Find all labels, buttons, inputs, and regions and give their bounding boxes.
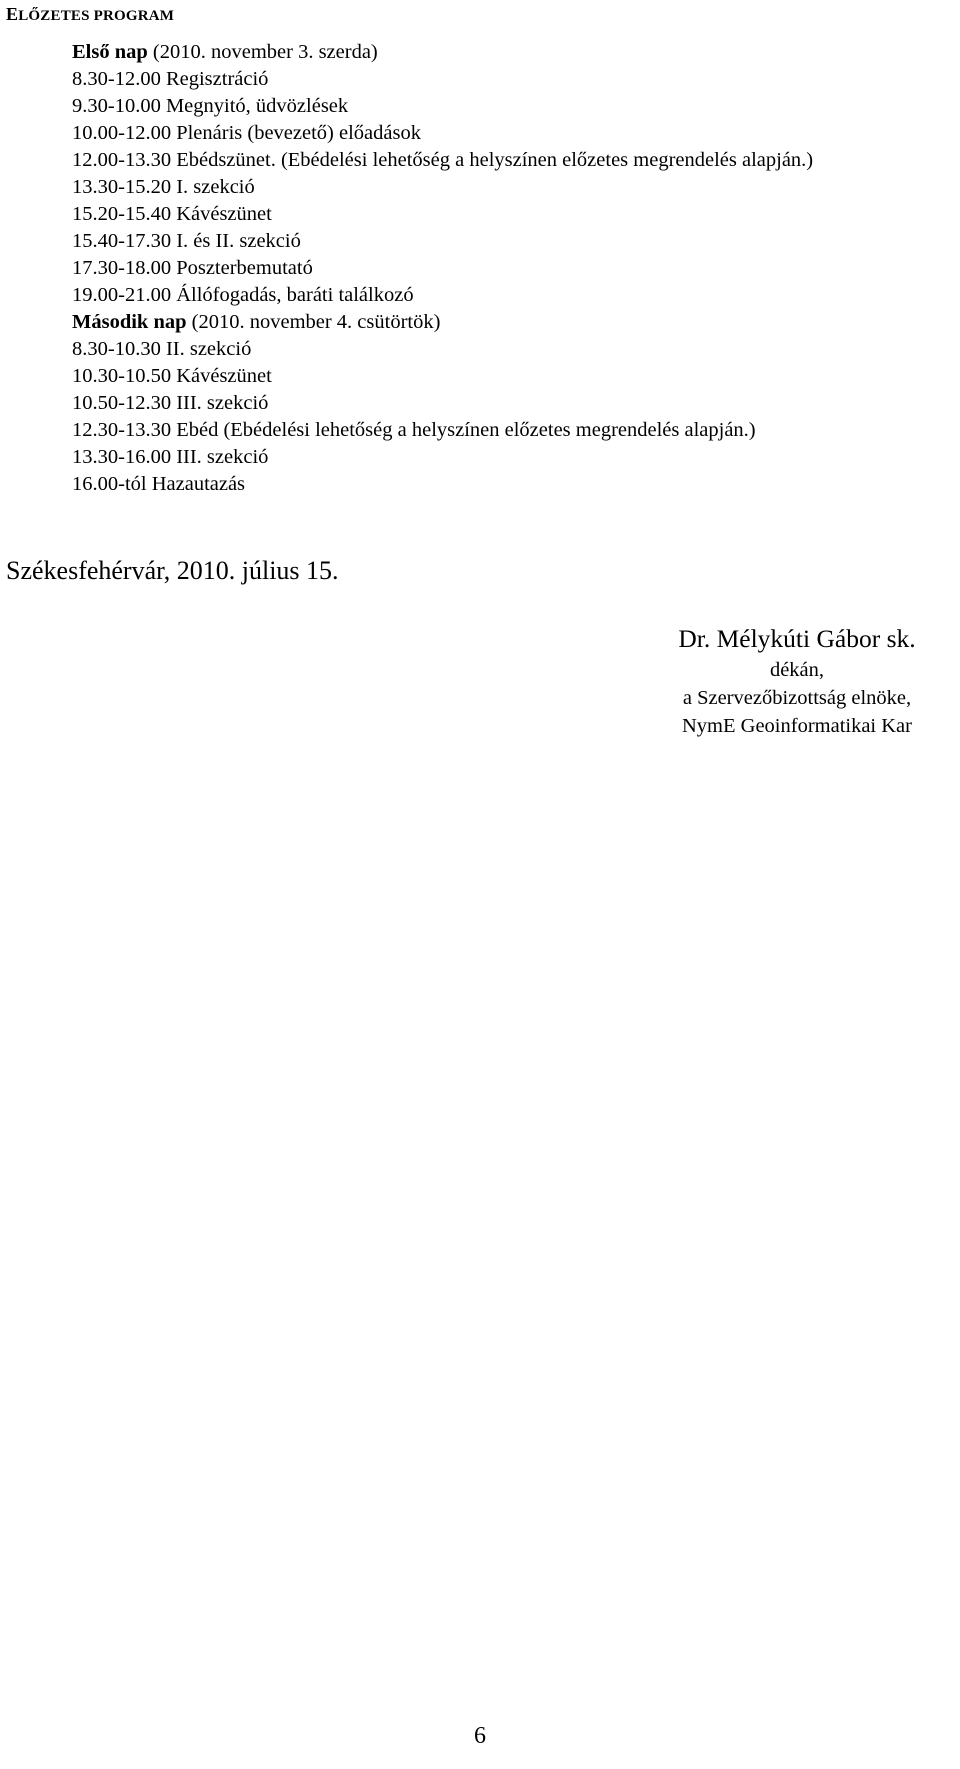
day1-header [72,39,813,66]
page-heading [6,4,174,25]
day1-name: Első nap [72,41,148,63]
day2-name: Második nap [72,311,187,333]
program-schedule [72,39,813,498]
signature-block [652,622,942,740]
schedule-item: 19.00-21.00 Állófogadás, baráti találkozó [72,284,414,306]
schedule-item: 12.30-13.30 Ebéd (Ebédelési lehetőség a helyszínen előzetes megrendelés alapján.) [72,419,756,441]
schedule-item: 10.30-10.50 Kávészünet [72,365,272,387]
schedule-item: 10.50-12.30 III. szekció [72,392,269,414]
schedule-item: 8.30-10.30 II. szekció [72,338,252,360]
place-and-date: Székesfehérvár, 2010. július 15. [6,556,339,585]
schedule-item: 15.40-17.30 I. és II. szekció [72,230,301,252]
schedule-item: 17.30-18.00 Poszterbemutató [72,257,313,279]
day2-header [72,309,813,336]
signatory-name: Dr. Mélykúti Gábor sk. [678,624,916,653]
schedule-item: 12.00-13.30 Ebédszünet. (Ebédelési lehetőség a helyszínen előzetes megrendelés alapján.) [72,149,814,171]
heading-initial: E [6,4,19,24]
day1-date: (2010. november 3. szerda) [147,41,378,63]
schedule-item: 15.20-15.40 Kávészünet [72,203,272,225]
schedule-item: 16.00-tól Hazautazás [72,473,246,495]
signatory-role: a Szervezőbizottság elnöke, [682,687,912,709]
signatory-organization: NymE Geoinformatikai Kar [682,715,912,737]
signatory-title: dékán, [769,659,825,681]
page-number: 6 [474,1723,486,1749]
heading-rest: LŐZETES PROGRAM [18,8,175,24]
schedule-item: 10.00-12.00 Plenáris (bevezető) előadások [72,122,421,144]
day2-date: (2010. november 4. csütörtök) [186,311,441,333]
schedule-item: 8.30-12.00 Regisztráció [72,68,269,90]
schedule-item: 13.30-15.20 I. szekció [72,176,255,198]
schedule-item: 13.30-16.00 III. szekció [72,446,269,468]
schedule-item: 9.30-10.00 Megnyitó, üdvözlések [72,95,349,117]
